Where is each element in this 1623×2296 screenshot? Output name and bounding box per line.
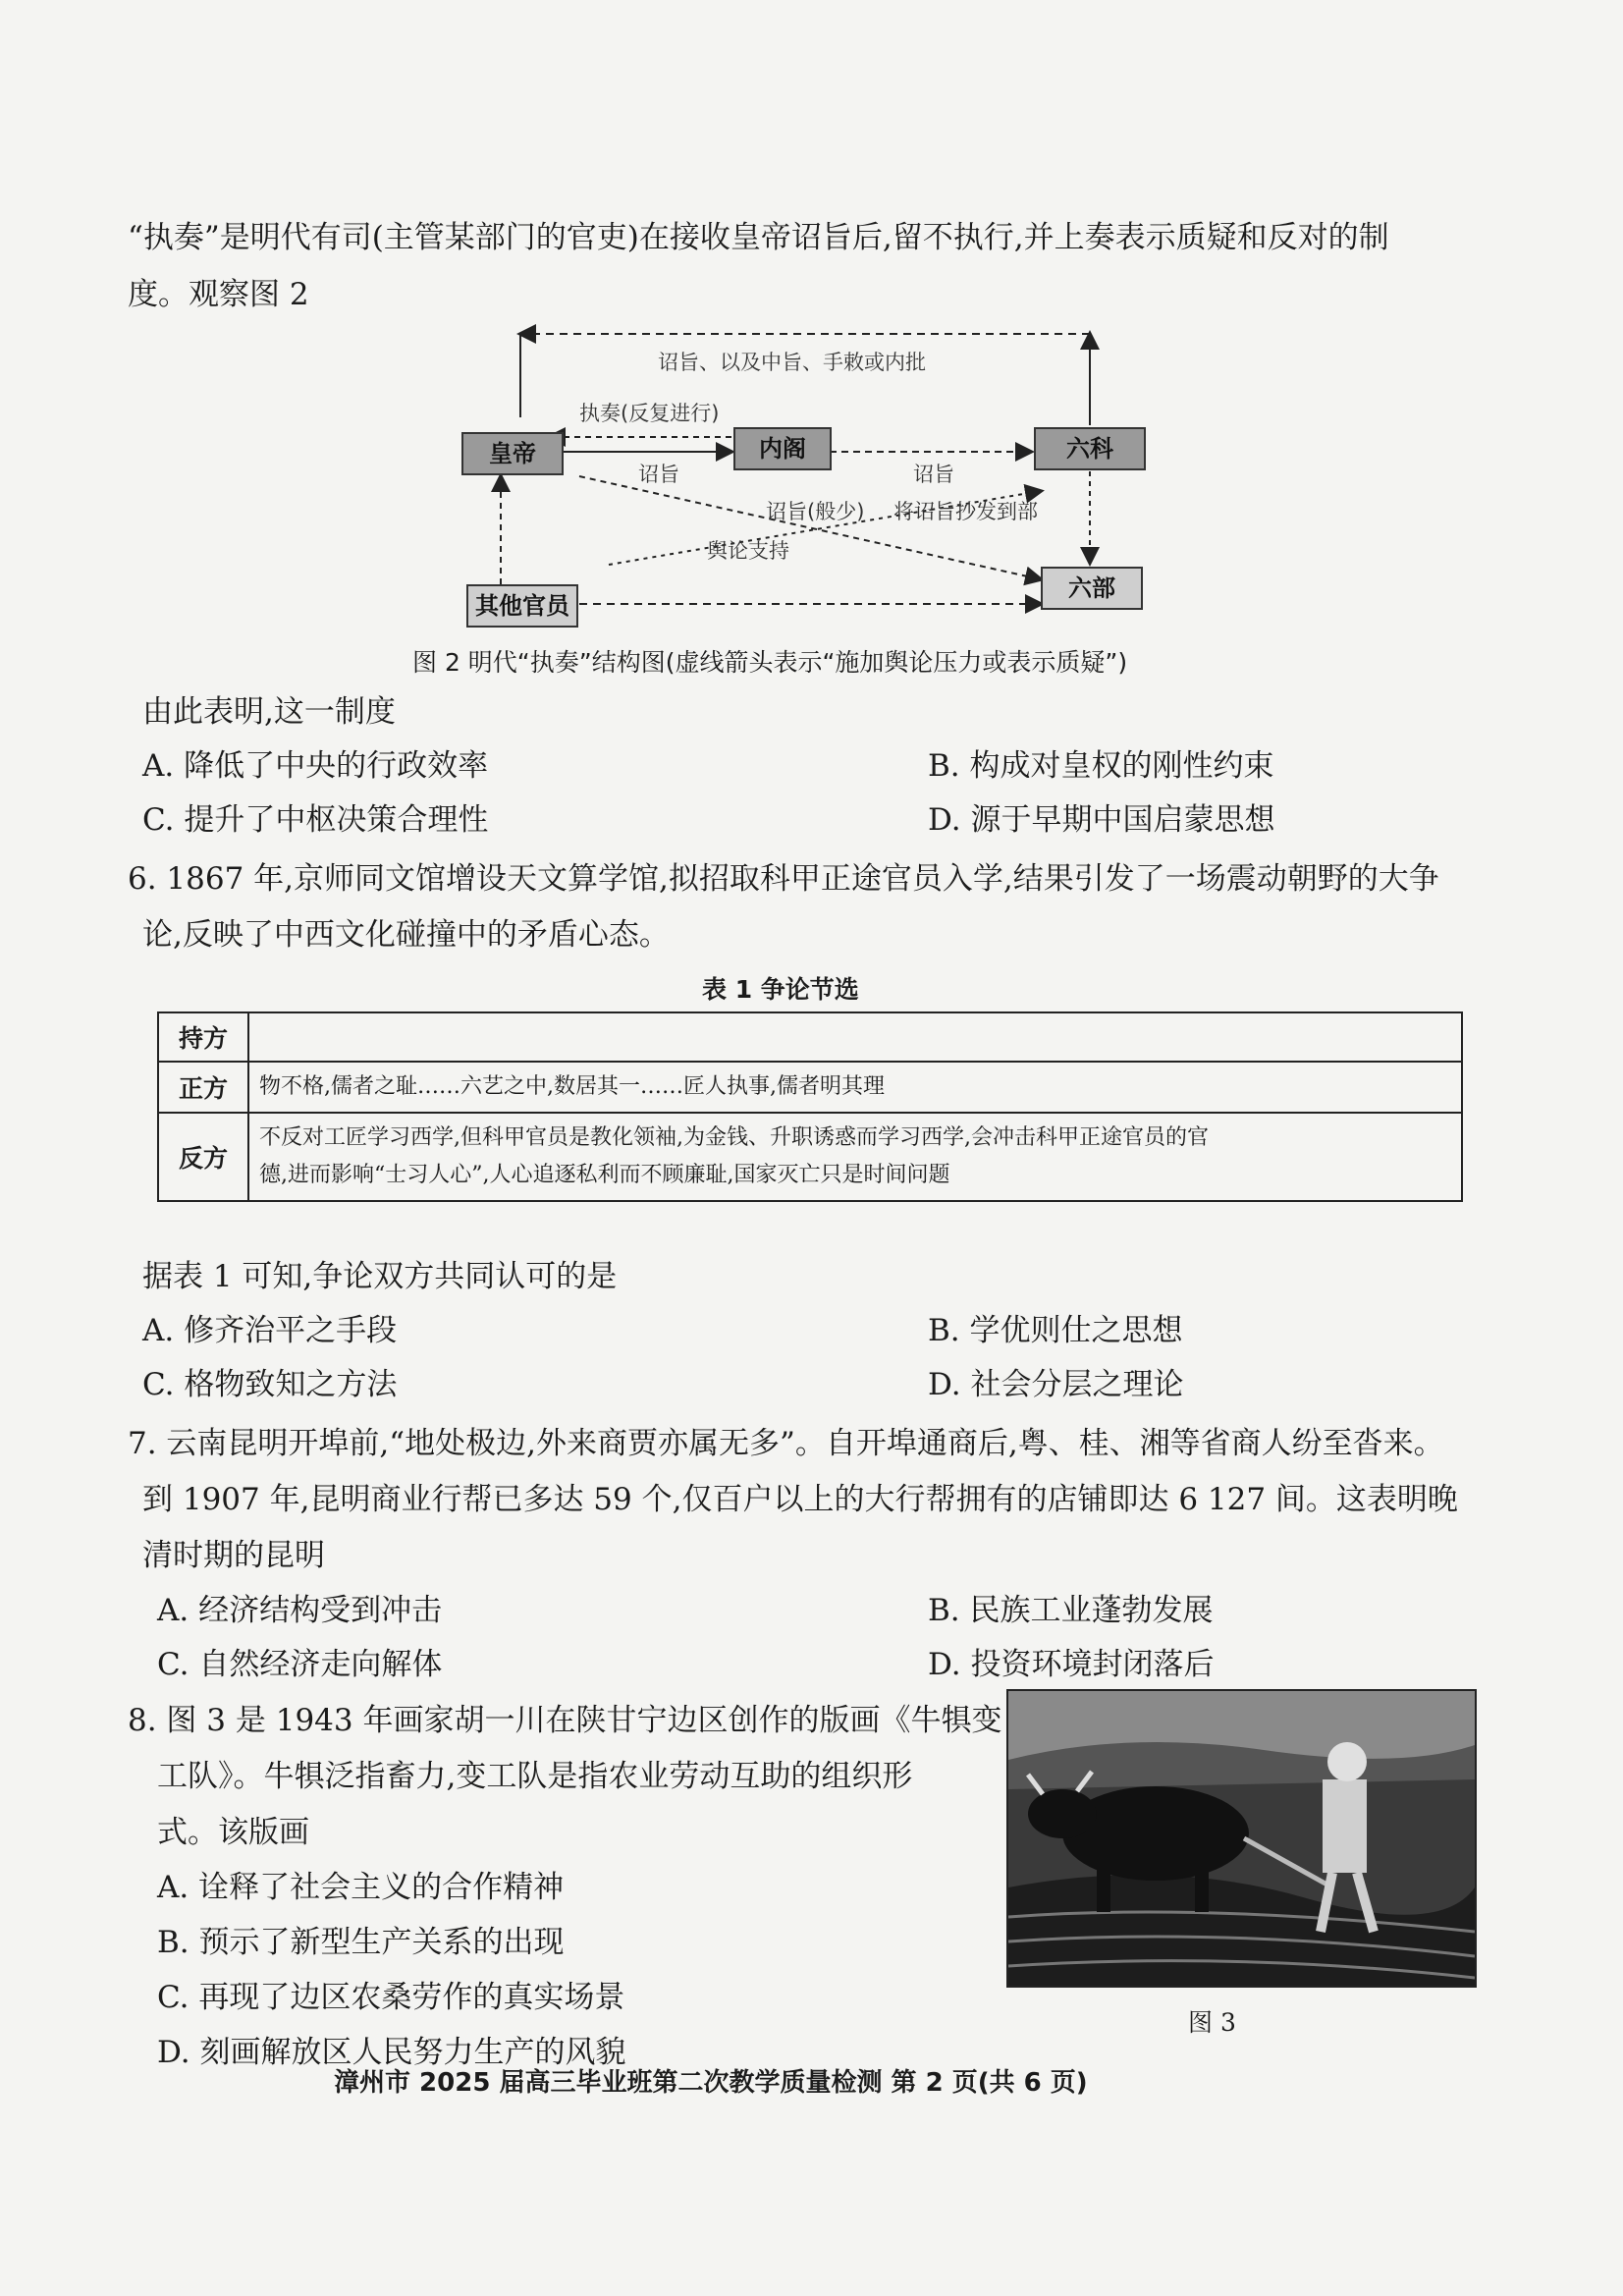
q8-option-a[interactable]: A. 诠释了社会主义的合作精神: [157, 1870, 565, 1905]
pro-text-cell: 物不格,儒者之耻……六艺之中,数居其一……匠人执事,儒者明其理: [248, 1062, 1462, 1113]
page-footer: 漳州市 2025 届高三毕业班第二次教学质量检测 第 2 页(共 6 页): [334, 2068, 1088, 2098]
con-side-cell: 反方: [158, 1113, 248, 1201]
table-row: [158, 1062, 1462, 1113]
q8-option-c[interactable]: C. 再现了边区农桑劳作的真实场景: [157, 1980, 625, 2015]
table-row: [158, 1113, 1462, 1201]
q6-lead: 据表 1 可知,争论双方共同认可的是: [142, 1259, 618, 1294]
figure-3-label: 图 3: [1188, 2008, 1236, 2037]
q8-option-d[interactable]: D. 刻画解放区人民努力生产的风貌: [157, 2035, 626, 2070]
q7-option-a[interactable]: A. 经济结构受到冲击: [157, 1593, 443, 1628]
figure-2-diagram: [461, 309, 1149, 633]
q6-option-d[interactable]: D. 社会分层之理论: [928, 1367, 1184, 1402]
figure-2-caption: 图 2 明代“执奏”结构图(虚线箭头表示“施加舆论压力或表示质疑”): [412, 648, 1128, 677]
node-neige: 内阁: [733, 427, 832, 470]
q7-stem-line-2: 到 1907 年,昆明商业行帮已多达 59 个,仅百户以上的大行帮拥有的店铺即达 6 127 间。这表明晚: [142, 1482, 1458, 1517]
q8-stem-line-1: 8. 图 3 是 1943 年画家胡一川在陕甘宁边区创作的版画《牛犋变: [128, 1703, 1002, 1738]
q5-option-d[interactable]: D. 源于早期中国启蒙思想: [928, 802, 1275, 838]
node-other-officials: 其他官员: [466, 584, 578, 628]
con-text-line-1: 不反对工匠学习西学,但科甲官员是教化领袖,为金钱、升职诱惑而学习西学,会冲击科甲正途官员的官: [259, 1125, 1209, 1150]
q5-lead: 由此表明,这一制度: [142, 694, 396, 730]
q6-option-b[interactable]: B. 学优则仕之思想: [928, 1313, 1183, 1348]
q7-option-d[interactable]: D. 投资环境封闭落后: [928, 1647, 1215, 1682]
q7-stem-line-1: 7. 云南昆明开埠前,“地处极边,外来商贾亦属无多”。自开埠通商后,粤、桂、湘等省商人纷至沓来。: [128, 1426, 1444, 1461]
q6-option-a[interactable]: A. 修齐治平之手段: [142, 1313, 398, 1348]
pro-side-cell: 正方: [158, 1062, 248, 1113]
label-zhizou: 执奏(反复进行): [579, 402, 720, 425]
woodcut-illustration: [1008, 1691, 1475, 1986]
label-public-support: 舆论支持: [707, 539, 789, 563]
label-top-edicts: 诏旨、以及中旨、手敕或内批: [658, 351, 926, 374]
q6-stem-line-1: 6. 1867 年,京师同文馆增设天文算学馆,拟招取科甲正途官员入学,结果引发了一场震动朝野的大争: [128, 861, 1439, 897]
q6-option-c[interactable]: C. 格物致知之方法: [142, 1367, 398, 1402]
label-edict-left: 诏旨: [638, 463, 679, 486]
q5-option-b[interactable]: B. 构成对皇权的刚性约束: [928, 748, 1274, 784]
q8-stem-line-2: 工队》。牛犋泛指畜力,变工队是指农业劳动互助的组织形: [157, 1759, 913, 1794]
q5-option-c[interactable]: C. 提升了中枢决策合理性: [142, 802, 489, 838]
woodcut-print-image: [1006, 1689, 1477, 1988]
header-side-cell: 持方: [158, 1012, 248, 1062]
header-content-cell: [248, 1012, 1462, 1062]
table-1-title: 表 1 争论节选: [702, 975, 859, 1004]
con-text-cell: [248, 1113, 1462, 1201]
table-1: [157, 1011, 1463, 1202]
q7-option-b[interactable]: B. 民族工业蓬勃发展: [928, 1593, 1214, 1628]
node-liuke: 六科: [1034, 427, 1146, 470]
q8-stem-line-3: 式。该版画: [157, 1815, 309, 1850]
table-row: [158, 1012, 1462, 1062]
con-text-line-2: 德,进而影响“士习人心”,人心追逐私利而不顾廉耻,国家灭亡只是时间问题: [259, 1163, 950, 1187]
node-bu: 六部: [1041, 567, 1143, 610]
q5-stem-line-1: “执奏”是明代有司(主管某部门的官吏)在接收皇帝诏旨后,留不执行,并上奏表示质疑和反对的制: [128, 220, 1389, 255]
q7-stem-line-3: 清时期的昆明: [142, 1538, 325, 1573]
node-emperor: 皇帝: [461, 432, 564, 475]
label-edict-rare: 诏旨(般少): [766, 500, 865, 523]
q8-option-b[interactable]: B. 预示了新型生产关系的出现: [157, 1925, 565, 1960]
label-forward-to-bu: 将诏旨抄发到部: [893, 500, 1038, 523]
label-edict-right: 诏旨: [913, 463, 954, 486]
q7-option-c[interactable]: C. 自然经济走向解体: [157, 1647, 443, 1682]
q6-stem-line-2: 论,反映了中西文化碰撞中的矛盾心态。: [142, 917, 670, 953]
q5-option-a[interactable]: A. 降低了中央的行政效率: [142, 748, 489, 784]
q5-stem-line-2: 度。观察图 2: [128, 277, 309, 312]
